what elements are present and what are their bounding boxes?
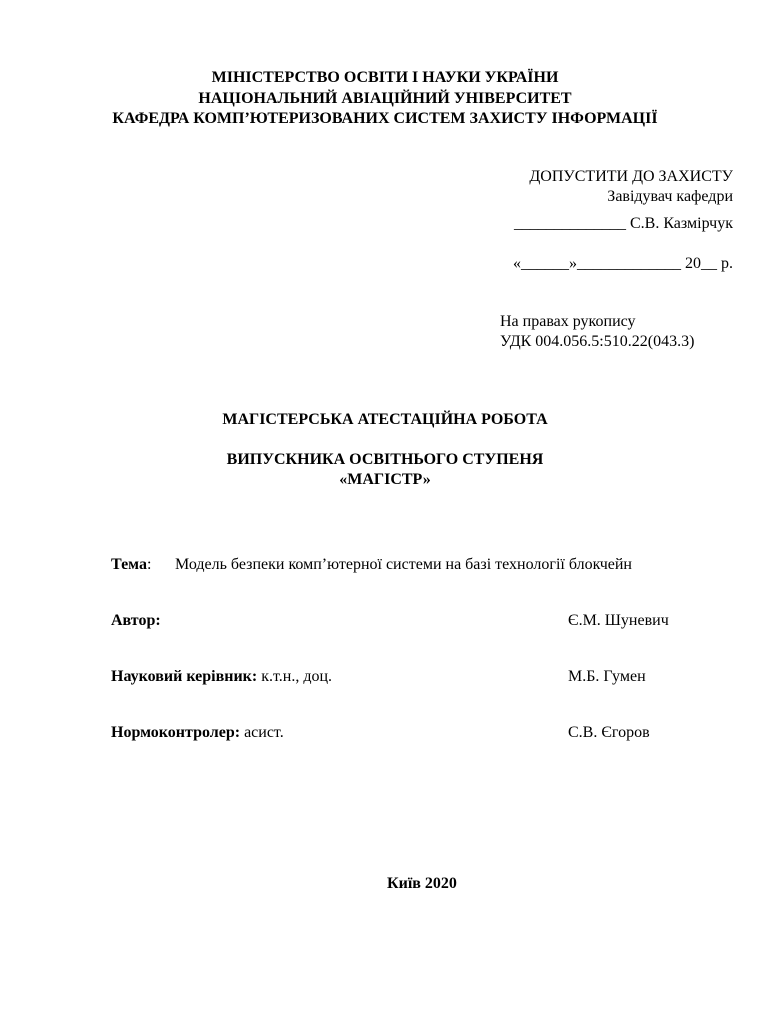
topic-row — [111, 555, 151, 575]
ministry-heading: МІНІСТЕРСТВО ОСВІТИ І НАУКИ УКРАЇНИ — [211, 69, 559, 86]
supervisor-label: Науковий керівник: — [111, 668, 258, 685]
approval-date-line: «______»_____________ 20__ р. — [513, 255, 733, 272]
approval-position: Завідувач кафедри — [607, 188, 733, 205]
approval-signature-line: ______________ С.В. Казмірчук — [514, 215, 733, 232]
supervisor-row — [111, 667, 332, 687]
author-name: Є.М. Шуневич — [568, 612, 669, 629]
manuscript-rights: На правах рукопису — [500, 313, 636, 330]
topic-colon: : — [146, 556, 152, 573]
city-year: Київ 2020 — [387, 875, 457, 892]
normcontroller-label: Нормоконтролер: — [111, 724, 241, 741]
department-heading: КАФЕДРА КОМП’ЮТЕРИЗОВАНИХ СИСТЕМ ЗАХИСТУ ІНФОРМАЦІЇ — [112, 110, 658, 127]
supervisor-title: к.т.н., доц. — [257, 668, 333, 685]
supervisor-name: М.Б. Гумен — [568, 668, 646, 685]
udc-code: УДК 004.056.5:510.22(043.3) — [500, 333, 695, 350]
work-type-title: МАГІСТЕРСЬКА АТЕСТАЦІЙНА РОБОТА — [222, 411, 548, 428]
normcontroller-name: С.В. Єгоров — [568, 724, 650, 741]
graduate-title: ВИПУСКНИКА ОСВІТНЬОГО СТУПЕНЯ — [226, 451, 544, 468]
normcontroller-title: асист. — [240, 724, 284, 741]
normcontroller-row — [111, 723, 284, 743]
topic-value: Модель безпеки комп’ютерної системи на базі технології блокчейн — [175, 556, 632, 573]
approval-title: ДОПУСТИТИ ДО ЗАХИСТУ — [529, 168, 733, 185]
degree-title: «МАГІСТР» — [339, 471, 431, 488]
author-label: Автор: — [111, 612, 161, 629]
university-heading: НАЦІОНАЛЬНИЙ АВІАЦІЙНИЙ УНІВЕРСИТЕТ — [198, 90, 572, 107]
topic-label: Тема — [111, 556, 147, 573]
